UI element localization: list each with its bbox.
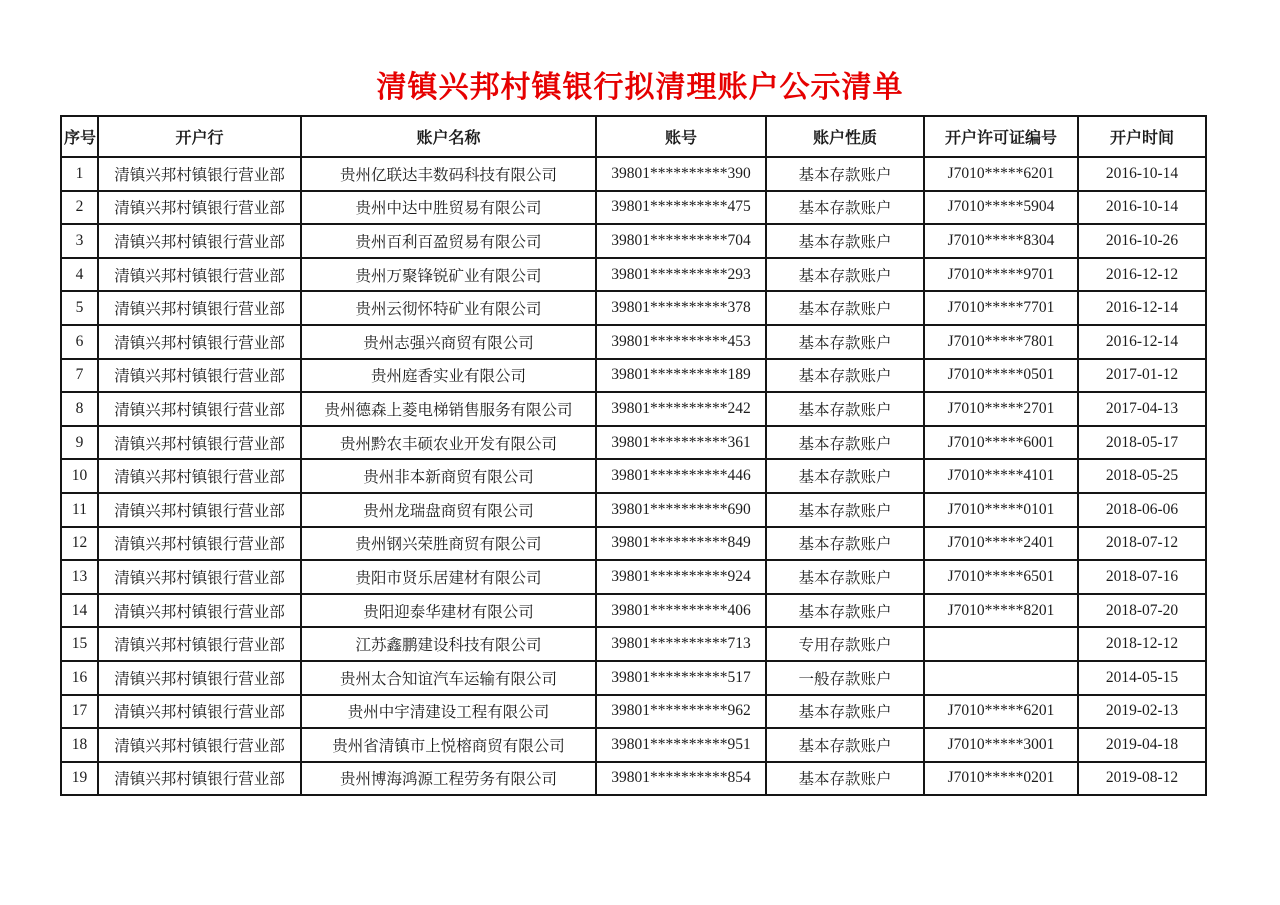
column-header-account-name: 账户名称 (301, 116, 596, 157)
cell-account-name: 贵州庭香实业有限公司 (301, 359, 596, 393)
cell-serial-number: 15 (61, 627, 98, 661)
table-row (61, 493, 1206, 527)
cell-serial-number: 7 (61, 359, 98, 393)
column-header-permit-number: 开户许可证编号 (924, 116, 1078, 157)
table-row (61, 258, 1206, 292)
cell-serial-number: 1 (61, 157, 98, 191)
cell-account-number: 39801**********189 (596, 359, 766, 393)
cell-open-date: 2018-12-12 (1078, 627, 1206, 661)
cell-open-date: 2018-05-17 (1078, 426, 1206, 460)
cell-account-nature: 基本存款账户 (766, 191, 924, 225)
cell-serial-number: 11 (61, 493, 98, 527)
cell-account-name: 贵州万聚锋锐矿业有限公司 (301, 258, 596, 292)
cell-account-number: 39801**********704 (596, 224, 766, 258)
cell-permit-number: J7010*****7801 (924, 325, 1078, 359)
cell-account-number: 39801**********962 (596, 695, 766, 729)
cell-account-nature: 基本存款账户 (766, 728, 924, 762)
table-row (61, 191, 1206, 225)
cell-account-number: 39801**********453 (596, 325, 766, 359)
cell-account-nature: 基本存款账户 (766, 560, 924, 594)
cell-bank-branch: 清镇兴邦村镇银行营业部 (98, 359, 301, 393)
cell-account-name: 贵州百利百盈贸易有限公司 (301, 224, 596, 258)
cell-serial-number: 18 (61, 728, 98, 762)
cell-account-name: 贵州中宇清建设工程有限公司 (301, 695, 596, 729)
cell-open-date: 2016-10-26 (1078, 224, 1206, 258)
cell-open-date: 2016-10-14 (1078, 157, 1206, 191)
cell-serial-number: 4 (61, 258, 98, 292)
cell-account-number: 39801**********690 (596, 493, 766, 527)
cell-account-name: 江苏鑫鹏建设科技有限公司 (301, 627, 596, 661)
cell-account-number: 39801**********390 (596, 157, 766, 191)
table-row (61, 392, 1206, 426)
table-row (61, 224, 1206, 258)
cell-permit-number: J7010*****7701 (924, 291, 1078, 325)
cell-bank-branch: 清镇兴邦村镇银行营业部 (98, 291, 301, 325)
cell-account-name: 贵阳迎泰华建材有限公司 (301, 594, 596, 628)
cell-open-date: 2016-12-12 (1078, 258, 1206, 292)
table-row (61, 661, 1206, 695)
cell-account-name: 贵州太合知谊汽车运输有限公司 (301, 661, 596, 695)
cell-open-date: 2014-05-15 (1078, 661, 1206, 695)
cell-serial-number: 12 (61, 527, 98, 561)
cell-account-name: 贵州志强兴商贸有限公司 (301, 325, 596, 359)
cell-account-name: 贵州省清镇市上悦榕商贸有限公司 (301, 728, 596, 762)
cell-account-name: 贵州博海鸿源工程劳务有限公司 (301, 762, 596, 796)
cell-open-date: 2018-07-20 (1078, 594, 1206, 628)
cell-bank-branch: 清镇兴邦村镇银行营业部 (98, 527, 301, 561)
cell-account-nature: 基本存款账户 (766, 157, 924, 191)
cell-serial-number: 3 (61, 224, 98, 258)
cell-bank-branch: 清镇兴邦村镇银行营业部 (98, 762, 301, 796)
cell-account-nature: 基本存款账户 (766, 325, 924, 359)
cell-account-number: 39801**********517 (596, 661, 766, 695)
table-row (61, 157, 1206, 191)
cell-permit-number: J7010*****5904 (924, 191, 1078, 225)
table-row (61, 560, 1206, 594)
cell-account-name: 贵州云彻怀特矿业有限公司 (301, 291, 596, 325)
cell-open-date: 2018-06-06 (1078, 493, 1206, 527)
cell-permit-number: J7010*****4101 (924, 459, 1078, 493)
cell-permit-number: J7010*****0101 (924, 493, 1078, 527)
cell-account-name: 贵州亿联达丰数码科技有限公司 (301, 157, 596, 191)
cell-permit-number: J7010*****8304 (924, 224, 1078, 258)
table-row (61, 728, 1206, 762)
cell-permit-number: J7010*****2701 (924, 392, 1078, 426)
cell-account-number: 39801**********713 (596, 627, 766, 661)
cell-account-nature: 专用存款账户 (766, 627, 924, 661)
table-header-row (61, 116, 1206, 157)
cell-open-date: 2019-02-13 (1078, 695, 1206, 729)
cell-permit-number: J7010*****6201 (924, 157, 1078, 191)
table-row (61, 695, 1206, 729)
cell-serial-number: 9 (61, 426, 98, 460)
cell-bank-branch: 清镇兴邦村镇银行营业部 (98, 325, 301, 359)
table-row (61, 762, 1206, 796)
cell-account-nature: 基本存款账户 (766, 359, 924, 393)
cell-serial-number: 2 (61, 191, 98, 225)
cell-open-date: 2018-07-16 (1078, 560, 1206, 594)
cell-bank-branch: 清镇兴邦村镇银行营业部 (98, 594, 301, 628)
cell-permit-number: J7010*****2401 (924, 527, 1078, 561)
cell-bank-branch: 清镇兴邦村镇银行营业部 (98, 728, 301, 762)
cell-account-nature: 基本存款账户 (766, 291, 924, 325)
cell-bank-branch: 清镇兴邦村镇银行营业部 (98, 661, 301, 695)
cell-open-date: 2019-04-18 (1078, 728, 1206, 762)
cell-serial-number: 16 (61, 661, 98, 695)
cell-serial-number: 8 (61, 392, 98, 426)
cell-account-number: 39801**********406 (596, 594, 766, 628)
cell-account-number: 39801**********475 (596, 191, 766, 225)
cell-account-number: 39801**********924 (596, 560, 766, 594)
cell-open-date: 2017-04-13 (1078, 392, 1206, 426)
cell-serial-number: 13 (61, 560, 98, 594)
table-header-row (61, 116, 1206, 157)
cell-permit-number (924, 661, 1078, 695)
cell-account-nature: 基本存款账户 (766, 224, 924, 258)
cell-account-nature: 基本存款账户 (766, 426, 924, 460)
cell-permit-number (924, 627, 1078, 661)
cell-account-name: 贵州非本新商贸有限公司 (301, 459, 596, 493)
cell-serial-number: 14 (61, 594, 98, 628)
cell-bank-branch: 清镇兴邦村镇银行营业部 (98, 426, 301, 460)
cell-account-nature: 基本存款账户 (766, 695, 924, 729)
cell-open-date: 2017-01-12 (1078, 359, 1206, 393)
cell-open-date: 2016-12-14 (1078, 291, 1206, 325)
column-header-account-number: 账号 (596, 116, 766, 157)
cell-open-date: 2016-10-14 (1078, 191, 1206, 225)
cell-serial-number: 6 (61, 325, 98, 359)
table-body (61, 157, 1206, 795)
cell-bank-branch: 清镇兴邦村镇银行营业部 (98, 459, 301, 493)
cell-account-number: 39801**********361 (596, 426, 766, 460)
cell-serial-number: 5 (61, 291, 98, 325)
cell-permit-number: J7010*****6201 (924, 695, 1078, 729)
cell-permit-number: J7010*****3001 (924, 728, 1078, 762)
cell-account-name: 贵州德森上菱电梯销售服务有限公司 (301, 392, 596, 426)
cell-bank-branch: 清镇兴邦村镇银行营业部 (98, 627, 301, 661)
cell-account-nature: 基本存款账户 (766, 258, 924, 292)
cell-account-number: 39801**********951 (596, 728, 766, 762)
cell-account-nature: 基本存款账户 (766, 527, 924, 561)
cell-permit-number: J7010*****0501 (924, 359, 1078, 393)
table-row (61, 527, 1206, 561)
cell-bank-branch: 清镇兴邦村镇银行营业部 (98, 493, 301, 527)
cell-permit-number: J7010*****0201 (924, 762, 1078, 796)
table-row (61, 359, 1206, 393)
cell-bank-branch: 清镇兴邦村镇银行营业部 (98, 258, 301, 292)
cell-bank-branch: 清镇兴邦村镇银行营业部 (98, 695, 301, 729)
cell-bank-branch: 清镇兴邦村镇银行营业部 (98, 392, 301, 426)
cell-permit-number: J7010*****6501 (924, 560, 1078, 594)
cell-account-nature: 基本存款账户 (766, 762, 924, 796)
cell-account-nature: 一般存款账户 (766, 661, 924, 695)
cell-bank-branch: 清镇兴邦村镇银行营业部 (98, 224, 301, 258)
column-header-account-nature: 账户性质 (766, 116, 924, 157)
cell-open-date: 2016-12-14 (1078, 325, 1206, 359)
cell-account-nature: 基本存款账户 (766, 392, 924, 426)
cell-account-number: 39801**********378 (596, 291, 766, 325)
cell-open-date: 2018-07-12 (1078, 527, 1206, 561)
cell-account-number: 39801**********849 (596, 527, 766, 561)
table-row (61, 291, 1206, 325)
cell-bank-branch: 清镇兴邦村镇银行营业部 (98, 157, 301, 191)
cell-account-name: 贵州中达中胜贸易有限公司 (301, 191, 596, 225)
cell-account-nature: 基本存款账户 (766, 594, 924, 628)
cell-account-number: 39801**********242 (596, 392, 766, 426)
cell-bank-branch: 清镇兴邦村镇银行营业部 (98, 560, 301, 594)
page-title: 清镇兴邦村镇银行拟清理账户公示清单 (376, 71, 904, 104)
column-header-open-date: 开户时间 (1078, 116, 1206, 157)
cell-bank-branch: 清镇兴邦村镇银行营业部 (98, 191, 301, 225)
cell-open-date: 2019-08-12 (1078, 762, 1206, 796)
cell-account-name: 贵州钢兴荣胜商贸有限公司 (301, 527, 596, 561)
table-row (61, 426, 1206, 460)
cell-serial-number: 10 (61, 459, 98, 493)
cell-open-date: 2018-05-25 (1078, 459, 1206, 493)
cell-account-number: 39801**********446 (596, 459, 766, 493)
table-row (61, 459, 1206, 493)
cell-account-name: 贵阳市贤乐居建材有限公司 (301, 560, 596, 594)
cell-account-nature: 基本存款账户 (766, 493, 924, 527)
column-header-bank-branch: 开户行 (98, 116, 301, 157)
cell-account-number: 39801**********854 (596, 762, 766, 796)
table-row (61, 627, 1206, 661)
cell-account-nature: 基本存款账户 (766, 459, 924, 493)
cell-serial-number: 17 (61, 695, 98, 729)
cell-account-number: 39801**********293 (596, 258, 766, 292)
accounts-table (60, 115, 1207, 796)
column-header-serial-number: 序号 (61, 116, 98, 157)
cell-serial-number: 19 (61, 762, 98, 796)
cell-permit-number: J7010*****8201 (924, 594, 1078, 628)
cell-permit-number: J7010*****9701 (924, 258, 1078, 292)
cell-account-name: 贵州龙瑞盘商贸有限公司 (301, 493, 596, 527)
table-row (61, 594, 1206, 628)
cell-permit-number: J7010*****6001 (924, 426, 1078, 460)
table-row (61, 325, 1206, 359)
cell-account-name: 贵州黔农丰硕农业开发有限公司 (301, 426, 596, 460)
